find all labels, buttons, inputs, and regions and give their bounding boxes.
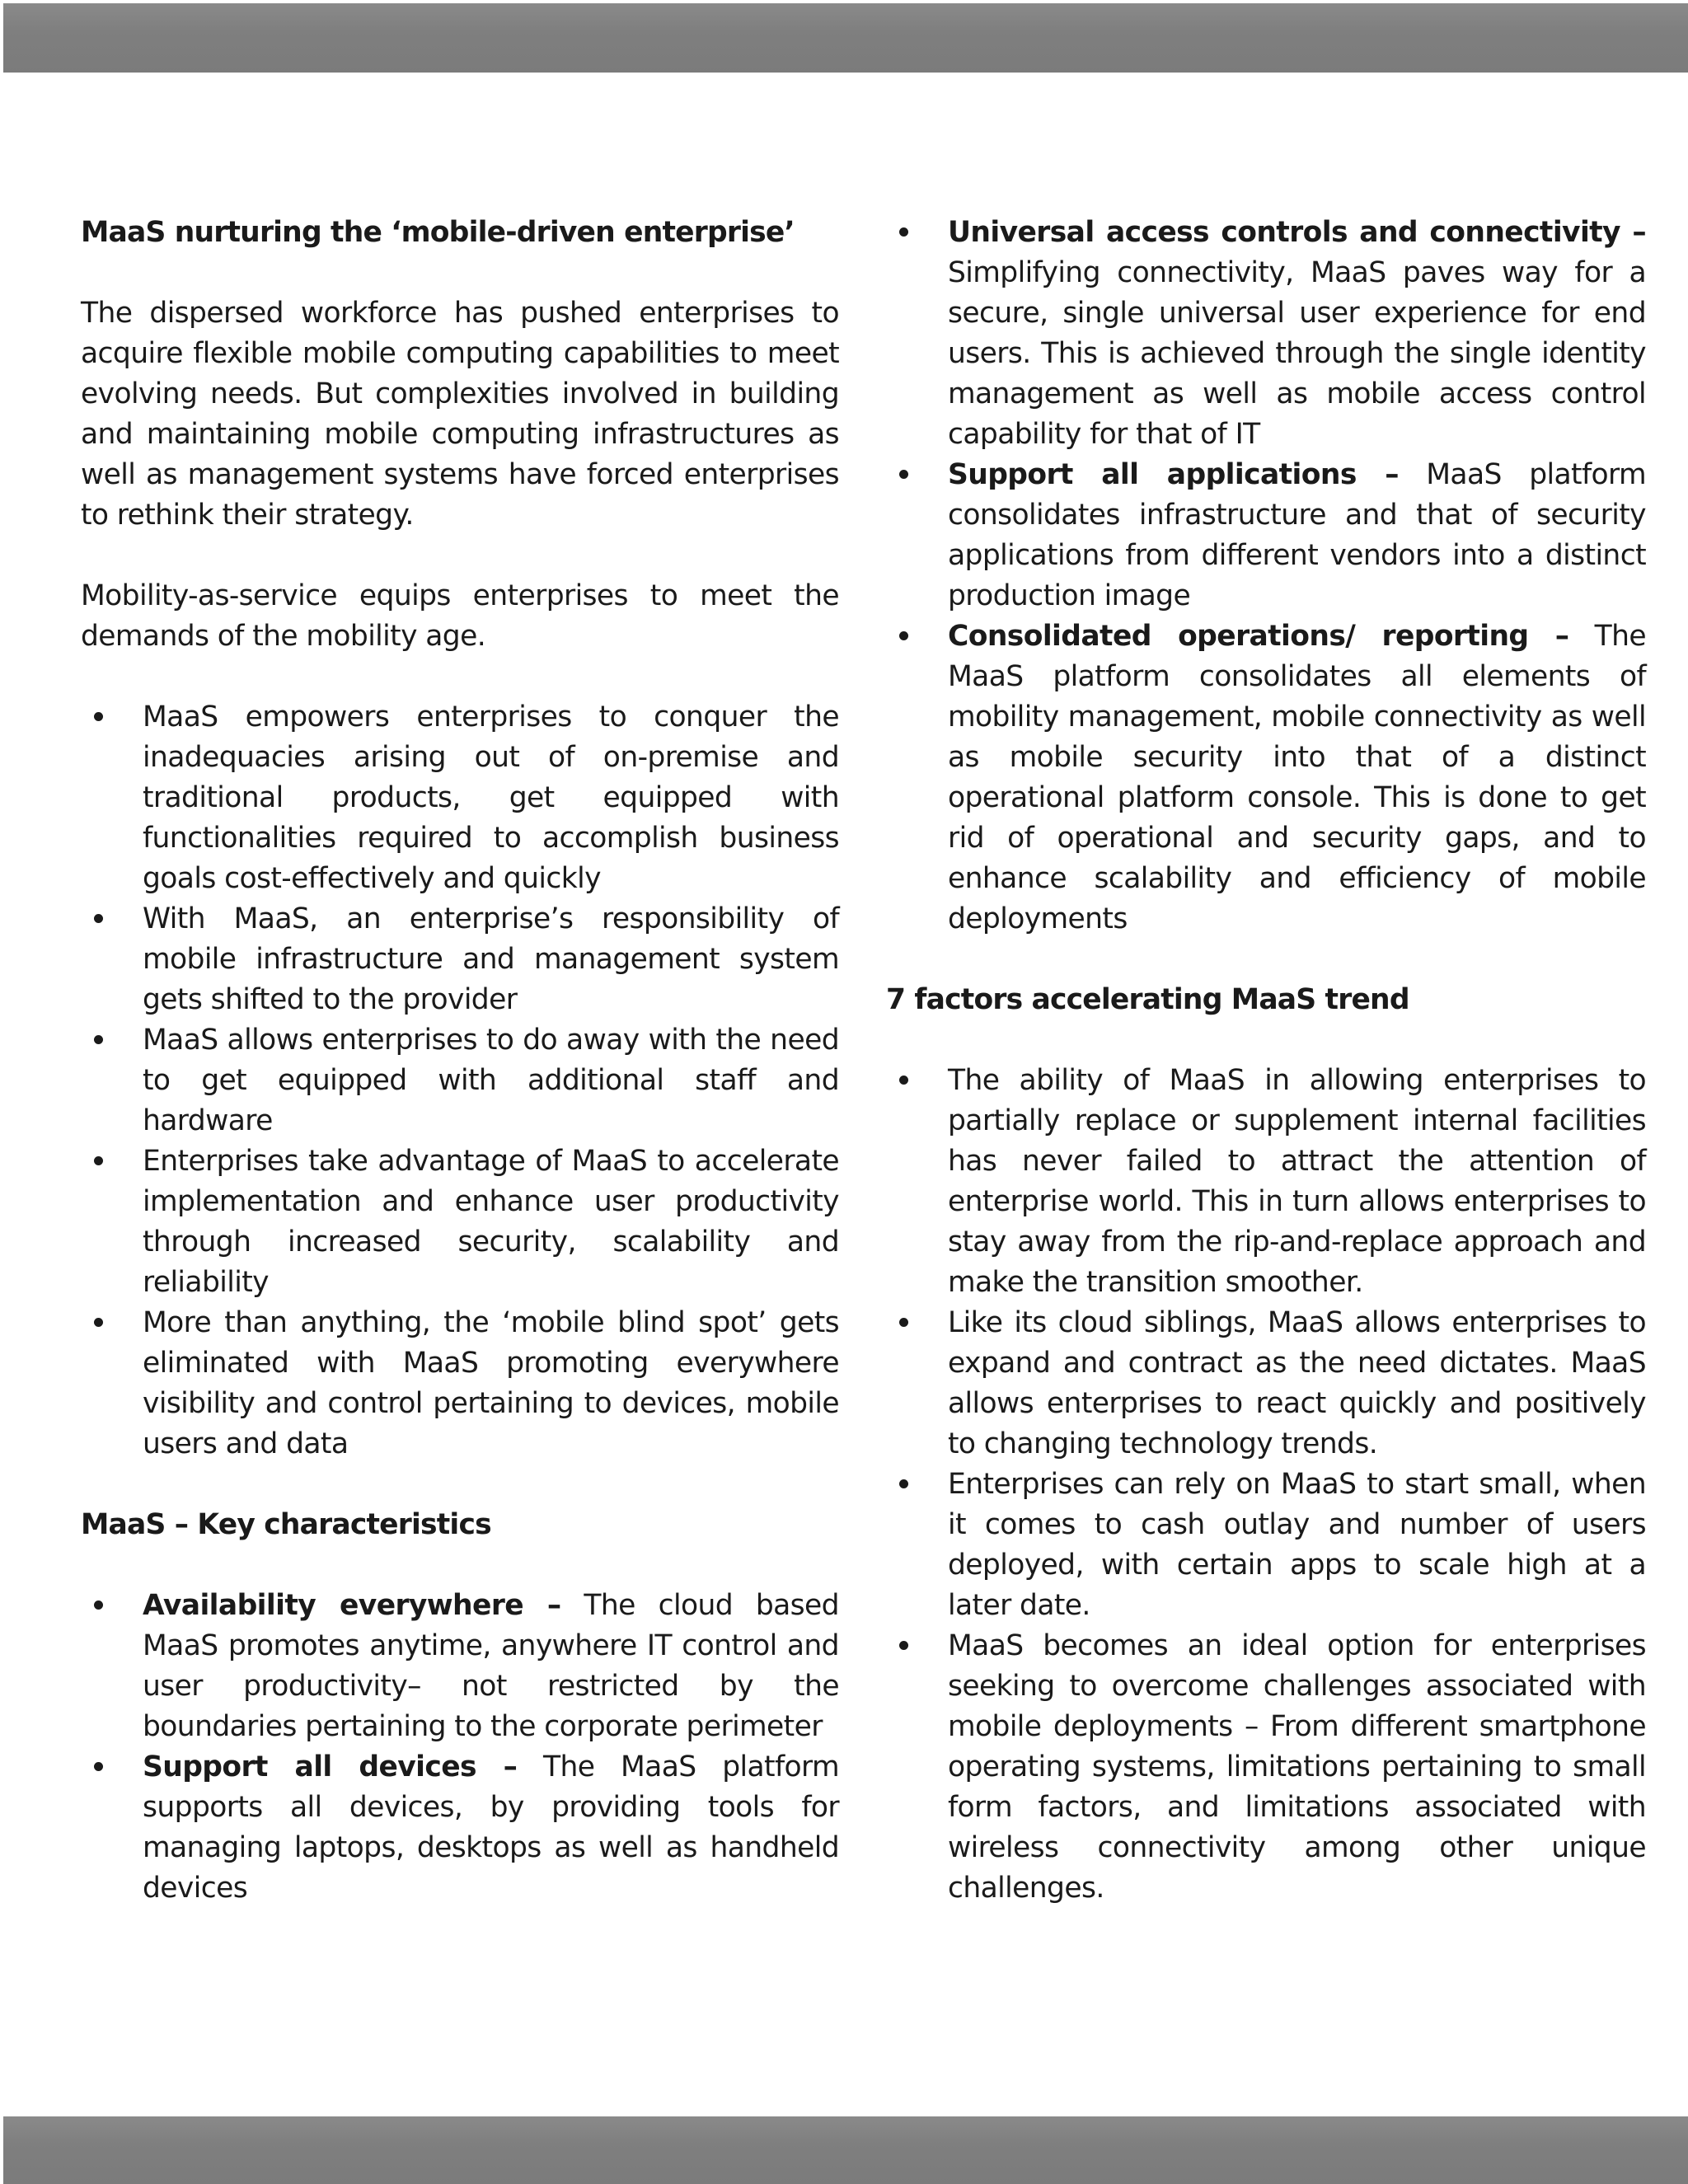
bullet-icon [899,1479,908,1488]
list-item: Support all devices – The MaaS platform supports all devices, by providing tools for managing laptops, desktops as well as handheld devices [81,1747,839,1909]
list-item: Enterprises can rely on MaaS to start small, when it comes to cash outlay and number of users deployed, with certain apps to scale high at a later date. [886,1465,1646,1626]
bullet-icon [899,631,908,640]
term-label: Support all applications – [948,458,1399,491]
bullet-icon [899,470,908,479]
section-heading-7-factors: 7 factors accelerating MaaS trend [886,983,1409,1016]
term-label: Universal access controls and connectivity – [948,216,1646,249]
bullet-icon [94,1035,103,1044]
benefits-list [81,697,839,1465]
bullet-icon [899,227,908,237]
bullet-icon [94,1762,103,1771]
left-column [81,213,839,1949]
term-label: Consolidated operations/ reporting – [948,620,1569,653]
factors-list [886,1061,1646,1909]
bullet-icon [94,1601,103,1610]
right-column [886,213,1646,1949]
list-item: Universal access controls and connectivity – Simplifying connectivity, MaaS paves way for a secure, single universal user experience for end users. This is achieved through the single identity management as well as mobile access control capability for that of IT [886,213,1646,455]
section-heading-key-characteristics: MaaS – Key characteristics [81,1508,491,1541]
list-item: With MaaS, an enterprise’s responsibility of mobile infrastructure and management system gets shifted to the provider [81,899,839,1020]
list-item: Enterprises take advantage of MaaS to accelerate implementation and enhance user productivity through increased security, scalability and reliability [81,1141,839,1303]
characteristics-list-left [81,1586,839,1909]
bullet-icon [899,1076,908,1085]
section-heading-mobile-driven-enterprise: MaaS nurturing the ‘mobile-driven enterprise’ [81,216,795,249]
list-item: The ability of MaaS in allowing enterprises to partially replace or supplement internal facilities has never failed to attract the attention of enterprise world. This in turn allows enterprises to stay away from the rip-and-replace approach and make the transition smoother. [886,1061,1646,1303]
bullet-icon [94,914,103,923]
paragraph-mobility-as-service: Mobility-as-service equips enterprises to meet the demands of the mobility age. [81,579,839,653]
list-item: Support all applications – MaaS platform consolidates infrastructure and that of security applications from different vendors into a distinct production image [886,455,1646,616]
list-item: Like its cloud siblings, MaaS allows enterprises to expand and contract as the need dictates. MaaS allows enterprises to react quickly and positively to changing technology trends. [886,1303,1646,1465]
list-item: Consolidated operations/ reporting – The MaaS platform consolidates all elements of mobility management, mobile connectivity as well as mobile security into that of a distinct operational platform console. This is done to get rid of operational and security gaps, and to enhance scalability and efficiency of mobile deployments [886,616,1646,940]
characteristics-list-right [886,213,1646,940]
list-item: Availability everywhere – The cloud based MaaS promotes anytime, anywhere IT control and user productivity– not restricted by the boundaries pertaining to the corporate perimeter [81,1586,839,1747]
footer-band [3,2116,1688,2184]
header-band [3,3,1688,73]
paragraph-dispersed-workforce: The dispersed workforce has pushed enterprises to acquire flexible mobile computing capabilities to meet evolving needs. But complexities involved in building and maintaining mobile computing infrastructures as well as management systems have forced enterprises to rethink their strategy. [81,297,839,532]
bullet-icon [94,712,103,721]
bullet-icon [899,1641,908,1650]
list-item: More than anything, the ‘mobile blind spot’ gets eliminated with MaaS promoting everywhere visibility and control pertaining to devices, mobile users and data [81,1303,839,1465]
list-item: MaaS becomes an ideal option for enterprises seeking to overcome challenges associated with mobile deployments – From different smartphone operating systems, limitations pertaining to small form factors, and limitations associated with wireless connectivity among other unique challenges. [886,1626,1646,1909]
bullet-icon [94,1318,103,1327]
bullet-icon [899,1318,908,1327]
list-item: MaaS empowers enterprises to conquer the inadequacies arising out of on-premise and traditional products, get equipped with functionalities required to accomplish business goals cost-effectively and quickly [81,697,839,899]
list-item: MaaS allows enterprises to do away with the need to get equipped with additional staff and hardware [81,1020,839,1141]
bullet-icon [94,1156,103,1165]
term-label: Availability everywhere – [143,1589,561,1622]
term-label: Support all devices – [143,1750,518,1783]
